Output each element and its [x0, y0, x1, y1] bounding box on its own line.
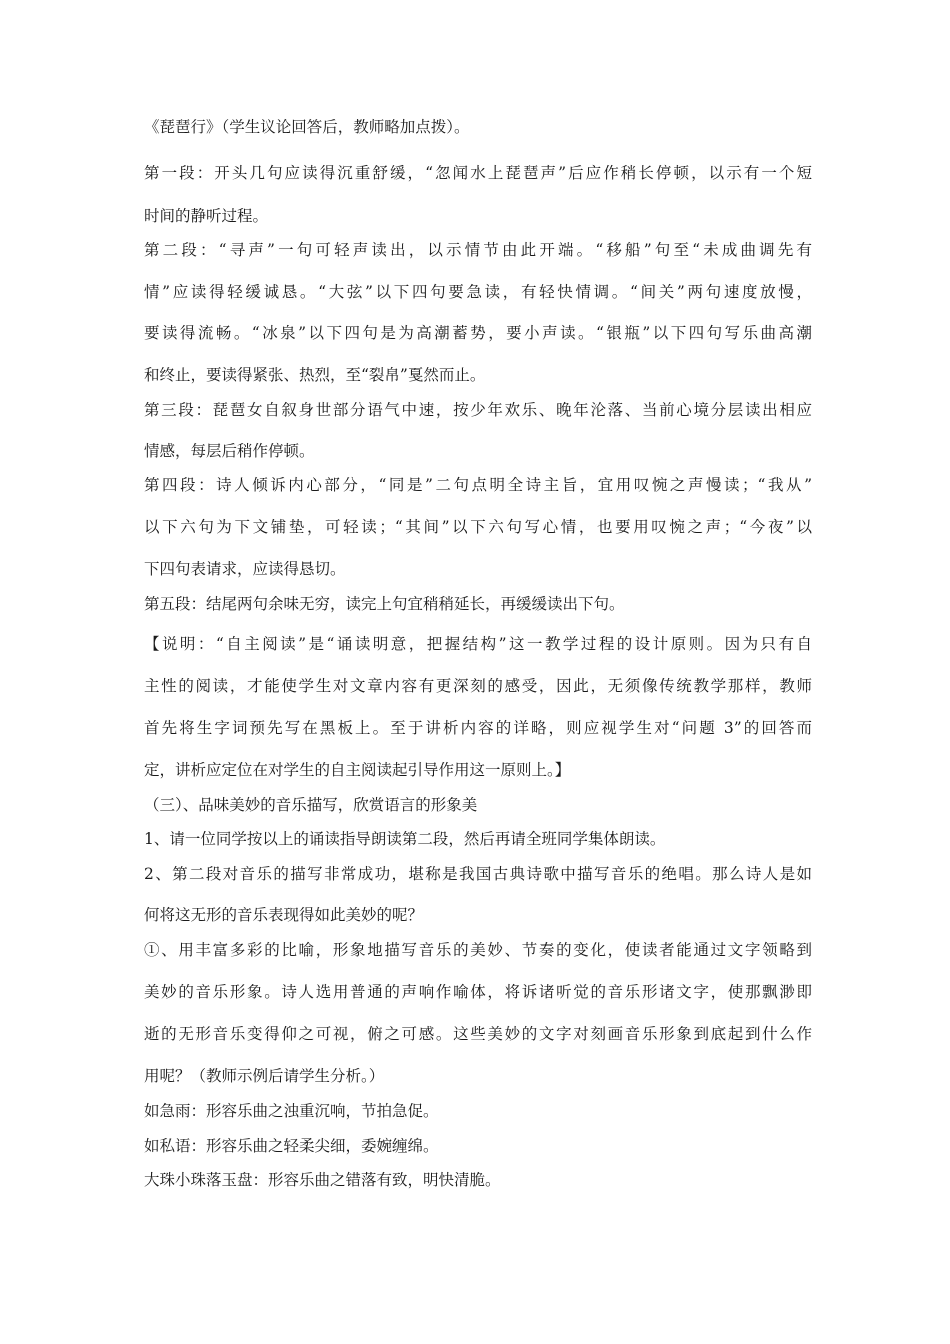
text-line: 情感，每层后稍作停顿。 [144, 442, 315, 460]
text-line: ①、用丰富多彩的比喻，形象地描写音乐的美妙、节奏的变化，使读者能通过文字领略到 [144, 941, 812, 959]
text-line: 和终止，要读得紧张、热烈，至“裂帛”戛然而止。 [144, 366, 486, 384]
text-line: 美妙的音乐形象。诗人选用普通的声响作喻体，将诉诸听觉的音乐形诸文字，使那飘渺即 [144, 983, 812, 1001]
text-line: 何将这无形的音乐表现得如此美妙的呢？ [144, 906, 424, 924]
text-line: 用呢？（教师示例后请学生分析。） [144, 1067, 385, 1085]
text-line: 1、请一位同学按以上的诵读指导朗读第二段，然后再请全班同学集体朗读。 [144, 830, 666, 848]
text-line: 情”应读得轻缓诚恳。“大弦”以下四句要急读，有轻快情调。“间关”两句速度放慢， [144, 283, 812, 301]
text-line: （三）、品味美妙的音乐描写，欣赏语言的形象美 [144, 796, 478, 814]
text-line: 主性的阅读，才能使学生对文章内容有更深刻的感受，因此，无须像传统教学那样，教师 [144, 677, 812, 695]
text-line: 《琵琶行》（学生议论回答后，教师略加点拨）。 [144, 118, 470, 136]
text-line: 第三段：琵琶女自叙身世部分语气中速，按少年欢乐、晚年沦落、当前心境分层读出相应 [144, 401, 812, 419]
text-line: 要读得流畅。“冰泉”以下四句是为高潮蓄势，要小声读。“银瓶”以下四句写乐曲高潮 [144, 324, 812, 342]
text-line: 第五段：结尾两句余味无穷，读完上句宜稍稍延长，再缓缓读出下句。 [144, 595, 625, 613]
text-line: 如急雨：形容乐曲之浊重沉响，节拍急促。 [144, 1102, 439, 1120]
text-line: 首先将生字词预先写在黑板上。至于讲析内容的详略，则应视学生对“问题 3”的回答而 [144, 719, 812, 737]
text-line: 2、第二段对音乐的描写非常成功，堪称是我国古典诗歌中描写音乐的绝唱。那么诗人是如 [144, 865, 812, 883]
text-line: 第四段：诗人倾诉内心部分，“同是”二句点明全诗主旨，宜用叹惋之声慢读；“我从” [144, 476, 812, 494]
text-line: 下四句表请求，应读得恳切。 [144, 560, 346, 578]
text-line: 时间的静听过程。 [144, 207, 269, 225]
text-line: 如私语：形容乐曲之轻柔尖细，委婉缠绵。 [144, 1137, 439, 1155]
text-line: 大珠小珠落玉盘：形容乐曲之错落有致，明快清脆。 [144, 1171, 501, 1189]
text-line: 逝的无形音乐变得仰之可视，俯之可感。这些美妙的文字对刻画音乐形象到底起到什么作 [144, 1025, 812, 1043]
text-line: 第二段：“寻声”一句可轻声读出，以示情节由此开端。“移船”句至“未成曲调先有 [144, 241, 812, 259]
text-line: 第一段：开头几句应读得沉重舒缓，“忽闻水上琵琶声”后应作稍长停顿，以示有一个短 [144, 164, 812, 182]
text-line: 【说明：“自主阅读”是“诵读明意，把握结构”这一教学过程的设计原则。因为只有自 [144, 635, 812, 653]
text-line: 以下六句为下文铺垫，可轻读；“其间”以下六句写心情，也要用叹惋之声；“今夜”以 [144, 518, 812, 536]
text-line: 定，讲析应定位在对学生的自主阅读起引导作用这一原则上。】 [144, 761, 571, 779]
